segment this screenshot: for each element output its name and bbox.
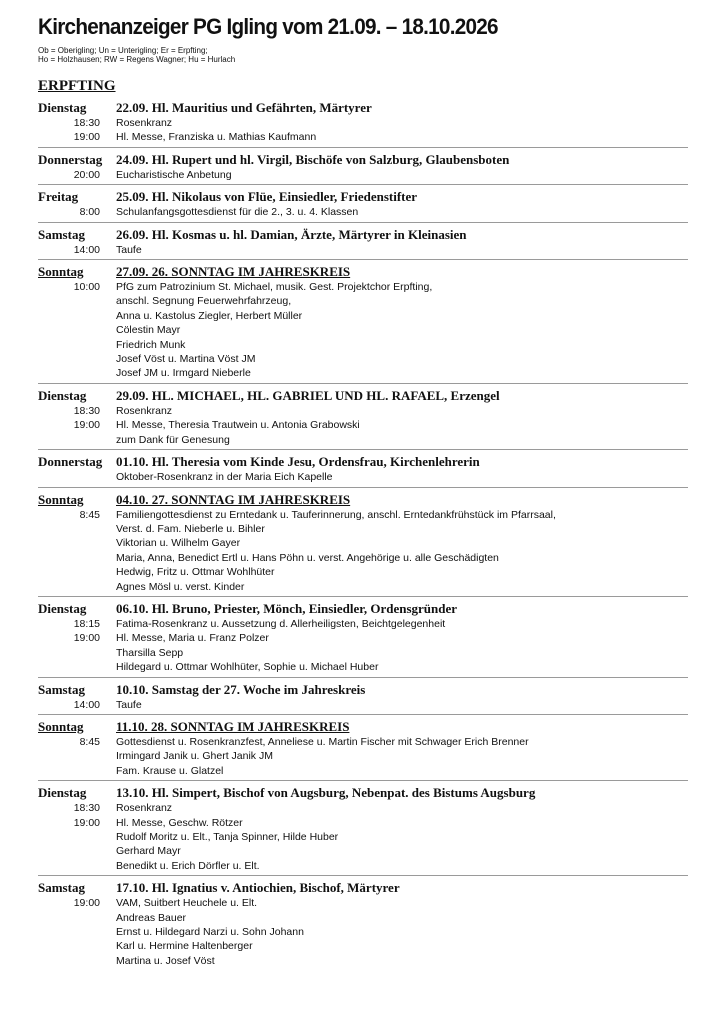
day-header (38, 189, 688, 205)
day-header (38, 454, 688, 470)
location-legend (38, 46, 688, 64)
service-time: 19:00 (73, 131, 100, 144)
intention-line: Anna u. Kastolus Ziegler, Herbert Müller (116, 309, 303, 322)
intention-line: Taufe (116, 698, 142, 711)
day-header (38, 227, 688, 243)
weekday-label: Sonntag (38, 264, 84, 280)
intention-line: Verst. d. Fam. Nieberle u. Bihler (116, 522, 265, 535)
intention-line: zum Dank für Genesung (116, 433, 230, 446)
service-entry (38, 631, 688, 674)
intention-line: Karl u. Hermine Haltenberger (116, 940, 253, 953)
service-details (100, 168, 232, 182)
service-time: 19:00 (73, 632, 100, 645)
feast-heading: 22.09. Hl. Mauritius und Gefährten, Märtyrer (116, 100, 372, 115)
day-header (38, 264, 688, 280)
day-header (38, 152, 688, 168)
service-entry (38, 130, 688, 144)
service-details (100, 116, 172, 130)
service-time: 19:00 (73, 419, 100, 432)
feast-heading: 29.09. HL. MICHAEL, HL. GABRIEL UND HL. RAFAEL, Erzengel (116, 387, 500, 403)
service-time: 18:30 (73, 802, 100, 815)
weekday-label: Freitag (38, 189, 79, 205)
service-time: 19:00 (73, 816, 100, 829)
weekday-label: Donnerstag (38, 151, 103, 167)
service-time: 8:45 (79, 735, 100, 748)
feast-heading: 10.10. Samstag der 27. Woche im Jahreskreis (116, 681, 366, 697)
intention-line: Maria, Anna, Benedict Ertl u. Hans Pöhn u. verst. Angehörige u. alle Geschädigten (116, 551, 499, 564)
service-entry (38, 404, 688, 418)
service-time: 14:00 (73, 698, 100, 711)
feast-heading: 06.10. Hl. Bruno, Priester, Mönch, Einsiedler, Ordensgründer (116, 600, 458, 616)
service-details (100, 896, 304, 968)
page-title: Kirchenanzeiger PG Igling vom 21.09. – 18.10.2026 (38, 14, 498, 39)
feast-heading: 04.10. 27. SONNTAG IM JAHRESKREIS (116, 491, 351, 507)
day-header (38, 719, 688, 735)
service-details (100, 205, 358, 219)
day-block (38, 449, 688, 484)
weekday-label: Sonntag (38, 491, 84, 507)
schedule-list (38, 96, 688, 968)
day-block (38, 259, 688, 381)
intention-line: Rudolf Moritz u. Elt., Tanja Spinner, Hilde Huber (116, 831, 339, 843)
day-block (38, 487, 688, 594)
intention-line: Irmingard Janik u. Ghert Janik JM (116, 750, 273, 763)
feast-heading: 26.09. Hl. Kosmas u. hl. Damian, Ärzte, Märtyrer in Kleinasien (116, 226, 467, 242)
weekday-label: Samstag (38, 226, 85, 242)
service-time: 18:30 (73, 117, 100, 129)
intention-line: Rosenkranz (116, 404, 173, 417)
intention-line: Fatima-Rosenkranz u. Aussetzung d. Allerheiligsten, Beichtgelegenheit (116, 617, 446, 630)
day-header (38, 785, 688, 801)
intention-line: Martina u. Josef Vöst (116, 954, 215, 967)
weekday-label: Dienstag (38, 100, 87, 115)
service-entry (38, 508, 688, 594)
day-header (38, 100, 688, 116)
service-entry (38, 735, 688, 778)
day-block (38, 222, 688, 257)
weekday-label: Donnerstag (38, 454, 103, 470)
intention-line: Andreas Bauer (116, 911, 187, 924)
intention-line: Hl. Messe, Theresia Trautwein u. Antonia Grabowski (116, 419, 360, 432)
intention-line: Hl. Messe, Maria u. Franz Polzer (116, 632, 269, 645)
service-time (38, 470, 100, 484)
service-entry (38, 896, 688, 968)
service-details (100, 243, 142, 257)
day-header (38, 388, 688, 404)
day-header (38, 682, 688, 698)
day-block (38, 596, 688, 675)
intention-line: Agnes Mösl u. verst. Kinder (116, 580, 245, 593)
service-entry (38, 243, 688, 257)
feast-heading: 27.09. 26. SONNTAG IM JAHRESKREIS (116, 264, 351, 280)
service-time: 8:45 (79, 508, 100, 521)
weekday-label: Dienstag (38, 600, 87, 616)
service-time: 20:00 (73, 168, 100, 181)
service-time: 18:30 (73, 404, 100, 417)
service-details (100, 280, 432, 381)
service-entry (38, 470, 688, 484)
day-block (38, 96, 688, 145)
intention-line: Josef JM u. Irmgard Nieberle (116, 367, 251, 380)
service-time: 8:00 (79, 206, 100, 219)
service-entry (38, 205, 688, 219)
feast-heading: 24.09. Hl. Rupert und hl. Virgil, Bischöfe von Salzburg, Glaubensboten (116, 151, 510, 167)
service-details (100, 631, 378, 674)
intention-line: VAM, Suitbert Heuchele u. Elt. (116, 897, 258, 910)
intention-line: Gerhard Mayr (116, 845, 181, 858)
intention-line: Josef Vöst u. Martina Vöst JM (116, 353, 256, 366)
service-details (100, 801, 172, 815)
service-details (100, 404, 172, 418)
intention-line: Schulanfangsgottesdienst für die 2., 3. u. 4. Klassen (116, 206, 359, 219)
day-block (38, 677, 688, 712)
feast-heading: 11.10. 28. SONNTAG IM JAHRESKREIS (116, 718, 350, 734)
legend-line: Ob = Oberigling; Un = Unterigling; Er = Erpfting; (38, 46, 208, 55)
section-heading: ERPFTING (38, 78, 116, 94)
intention-line: Taufe (116, 243, 142, 256)
feast-heading: 25.09. Hl. Nikolaus von Flüe, Einsiedler, Friedenstifter (116, 189, 418, 205)
service-details (100, 617, 445, 631)
service-entry (38, 116, 688, 130)
service-details (100, 816, 338, 874)
intention-line: anschl. Segnung Feuerwehrfahrzeug, (116, 295, 292, 308)
intention-line: Hedwig, Fritz u. Ottmar Wohlhüter (116, 566, 275, 579)
weekday-label: Dienstag (38, 387, 87, 403)
day-block (38, 184, 688, 219)
service-details (100, 508, 556, 594)
intention-line: Oktober-Rosenkranz in der Maria Eich Kapelle (116, 471, 333, 484)
day-block (38, 383, 688, 447)
intention-line: Hl. Messe, Franziska u. Mathias Kaufmann (116, 131, 317, 144)
legend-line: Ho = Holzhausen; RW = Regens Wagner; Hu = Hurlach (38, 55, 236, 64)
service-details (100, 418, 360, 447)
service-details (100, 470, 333, 484)
service-entry (38, 698, 688, 712)
intention-line: Hildegard u. Ottmar Wohlhüter, Sophie u. Michael Huber (116, 661, 379, 674)
service-time: 10:00 (73, 281, 100, 294)
day-header (38, 492, 688, 508)
intention-line: Familiengottesdienst zu Erntedank u. Tauferinnerung, anschl. Erntedankfrühstück im Pfarrsaal, (116, 508, 556, 521)
weekday-label: Dienstag (38, 785, 87, 801)
service-entry (38, 801, 688, 815)
service-details (100, 130, 316, 144)
service-details (100, 735, 529, 778)
weekday-label: Samstag (38, 880, 85, 896)
intention-line: PfG zum Patrozinium St. Michael, musik. Gest. Projektchor Erpfting, (116, 281, 433, 294)
intention-line: Rosenkranz (116, 117, 173, 129)
service-time: 19:00 (73, 897, 100, 910)
intention-line: Eucharistische Anbetung (116, 168, 232, 181)
intention-line: Gottesdienst u. Rosenkranzfest, Anneliese u. Martin Fischer mit Schwager Erich Brenner (116, 735, 529, 748)
day-block (38, 780, 688, 873)
service-entry (38, 617, 688, 631)
intention-line: Benedikt u. Erich Dörfler u. Elt. (116, 859, 260, 872)
service-entry (38, 168, 688, 182)
feast-heading: 01.10. Hl. Theresia vom Kinde Jesu, Ordensfrau, Kirchenlehrerin (116, 454, 480, 470)
intention-line: Fam. Krause u. Glatzel (116, 764, 224, 777)
feast-heading: 17.10. Hl. Ignatius v. Antiochien, Bischof, Märtyrer (116, 880, 400, 896)
day-block (38, 875, 688, 968)
service-entry (38, 280, 688, 381)
day-header (38, 880, 688, 896)
day-block (38, 147, 688, 182)
intention-line: Viktorian u. Wilhelm Gayer (116, 537, 241, 550)
weekday-label: Samstag (38, 681, 85, 697)
bulletin-page (38, 12, 688, 968)
intention-line: Cölestin Mayr (116, 324, 181, 337)
intention-line: Friedrich Munk (116, 338, 186, 351)
day-header (38, 601, 688, 617)
service-time: 18:15 (73, 617, 100, 630)
intention-line: Tharsilla Sepp (116, 646, 184, 659)
service-details (100, 698, 142, 712)
intention-line: Rosenkranz (116, 802, 173, 815)
service-entry (38, 418, 688, 447)
intention-line: Ernst u. Hildegard Narzi u. Sohn Johann (116, 926, 304, 939)
feast-heading: 13.10. Hl. Simpert, Bischof von Augsburg, Nebenpat. des Bistums Augsburg (116, 785, 536, 801)
day-block (38, 714, 688, 778)
weekday-label: Sonntag (38, 718, 84, 734)
service-entry (38, 816, 688, 874)
intention-line: Hl. Messe, Geschw. Rötzer (116, 816, 243, 829)
service-time: 14:00 (73, 243, 100, 256)
